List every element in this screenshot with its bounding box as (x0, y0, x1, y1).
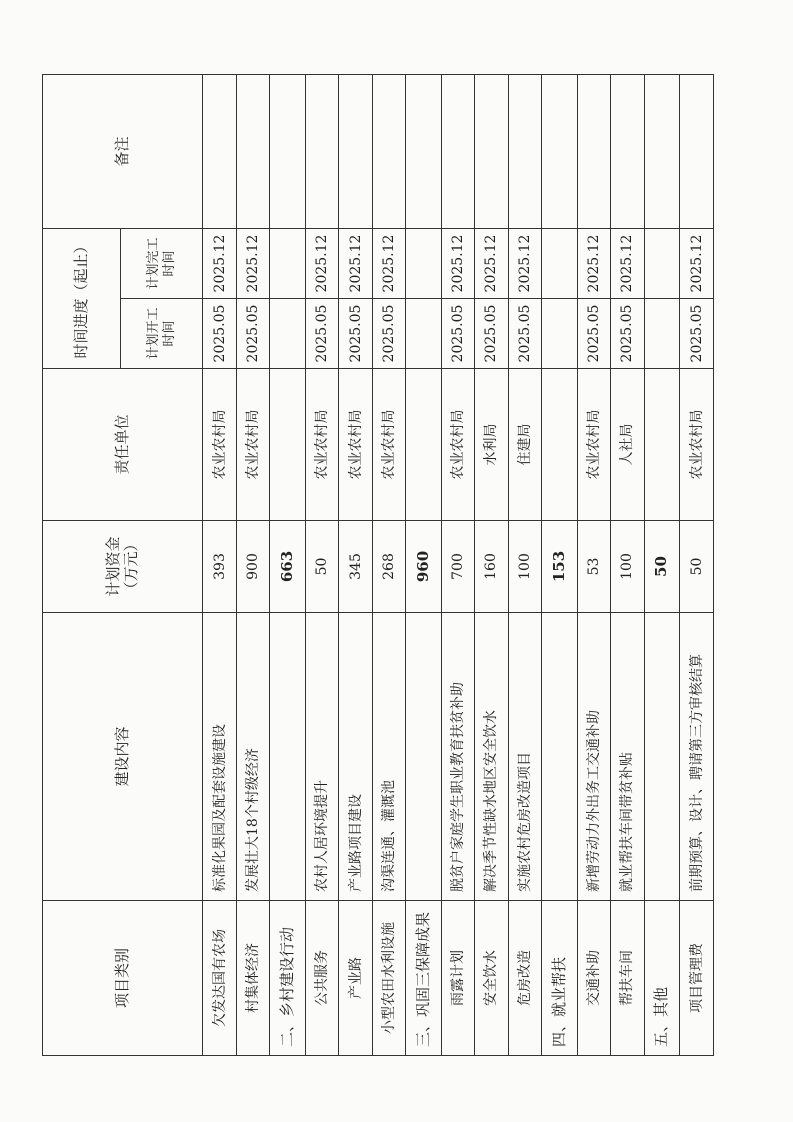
section-row (406, 74, 442, 1055)
header-row (43, 74, 121, 1055)
cell-unit: 住建局 (508, 369, 541, 521)
cell-unit: 农业农村局 (305, 369, 338, 521)
cell-unit (406, 369, 442, 521)
table-row (475, 74, 508, 1055)
cell-start: 2025.05 (475, 299, 508, 369)
cell-remarks (542, 74, 578, 228)
cell-funds: 53 (577, 521, 610, 613)
section-row (542, 74, 578, 1055)
table-row (680, 74, 714, 1055)
cell-content: 产业路项目建设 (339, 613, 372, 901)
header-funds: 计划资金（万元） (43, 521, 203, 613)
cell-start (542, 299, 578, 369)
table-body (203, 74, 714, 1055)
cell-start: 2025.05 (680, 299, 714, 369)
cell-funds: 100 (611, 521, 644, 613)
table-row (236, 74, 269, 1055)
cell-category: 危房改造 (508, 901, 541, 1056)
cell-content: 实施农村危房改造项目 (508, 613, 541, 901)
header-content: 建设内容 (43, 613, 203, 901)
cell-content (406, 613, 442, 901)
cell-start: 2025.05 (203, 299, 236, 369)
cell-category: 安全饮水 (475, 901, 508, 1056)
cell-funds: 900 (236, 521, 269, 613)
cell-funds: 345 (339, 521, 372, 613)
cell-remarks (644, 74, 680, 228)
header-schedule: 时间进度（起止） (43, 228, 121, 368)
cell-start (406, 299, 442, 369)
cell-funds: 100 (508, 521, 541, 613)
cell-end: 2025.12 (508, 228, 541, 298)
cell-end: 2025.12 (339, 228, 372, 298)
cell-category: 交通补助 (577, 901, 610, 1056)
cell-unit: 农业农村局 (339, 369, 372, 521)
cell-unit (542, 369, 578, 521)
cell-end: 2025.12 (305, 228, 338, 298)
cell-end (406, 228, 442, 298)
cell-category: 产业路 (339, 901, 372, 1056)
cell-content: 发展壮大18个村级经济 (236, 613, 269, 901)
cell-content: 脱贫户家庭学生职业教育扶贫补助 (441, 613, 474, 901)
project-plan-table (42, 74, 714, 1056)
table-row (372, 74, 405, 1055)
cell-end: 2025.12 (441, 228, 474, 298)
table-row (577, 74, 610, 1055)
cell-content: 沟渠连通、灌溉池 (372, 613, 405, 901)
cell-remarks (441, 74, 474, 228)
cell-remarks (339, 74, 372, 228)
cell-start: 2025.05 (339, 299, 372, 369)
cell-funds: 268 (372, 521, 405, 613)
cell-end: 2025.12 (372, 228, 405, 298)
cell-end: 2025.12 (680, 228, 714, 298)
cell-content (644, 613, 680, 901)
cell-category: 欠发达国有农场 (203, 901, 236, 1056)
rotated-page (42, 75, 714, 1056)
cell-category: 公共服务 (305, 901, 338, 1056)
cell-start: 2025.05 (441, 299, 474, 369)
cell-category: 小型农田水利设施 (372, 901, 405, 1056)
cell-end: 2025.12 (236, 228, 269, 298)
cell-start: 2025.05 (305, 299, 338, 369)
cell-unit: 农业农村局 (680, 369, 714, 521)
cell-content: 标准化果园及配套设施建设 (203, 613, 236, 901)
cell-end: 2025.12 (577, 228, 610, 298)
cell-funds: 50 (680, 521, 714, 613)
table-row (611, 74, 644, 1055)
cell-category: 雨露计划 (441, 901, 474, 1056)
table-row (508, 74, 541, 1055)
cell-end: 2025.12 (475, 228, 508, 298)
cell-start (644, 299, 680, 369)
header-remarks: 备注 (43, 74, 203, 228)
cell-funds: 700 (441, 521, 474, 613)
cell-start: 2025.05 (577, 299, 610, 369)
cell-remarks (577, 74, 610, 228)
cell-funds: 50 (644, 521, 680, 613)
cell-content: 前期预算、设计、聘请第三方审核结算 (680, 613, 714, 901)
cell-start: 2025.05 (236, 299, 269, 369)
cell-remarks (611, 74, 644, 228)
cell-start: 2025.05 (508, 299, 541, 369)
cell-unit: 农业农村局 (372, 369, 405, 521)
cell-funds: 393 (203, 521, 236, 613)
cell-end: 2025.12 (203, 228, 236, 298)
cell-funds: 960 (406, 521, 442, 613)
cell-remarks (475, 74, 508, 228)
cell-category: 二、乡村建设行动 (270, 901, 306, 1056)
table-row (441, 74, 474, 1055)
cell-unit: 水利局 (475, 369, 508, 521)
cell-category: 村集体经济 (236, 901, 269, 1056)
cell-category: 五、其他 (644, 901, 680, 1056)
table-row (203, 74, 236, 1055)
cell-funds: 160 (475, 521, 508, 613)
cell-category: 帮扶车间 (611, 901, 644, 1056)
cell-remarks (270, 74, 306, 228)
cell-remarks (236, 74, 269, 228)
cell-unit: 人社局 (611, 369, 644, 521)
cell-unit: 农业农村局 (577, 369, 610, 521)
cell-remarks (372, 74, 405, 228)
cell-content: 解决季节性缺水地区安全饮水 (475, 613, 508, 901)
cell-category: 三、巩固三保障成果 (406, 901, 442, 1056)
header-start: 计划开工时间 (121, 299, 203, 369)
cell-content (542, 613, 578, 901)
table-row (339, 74, 372, 1055)
cell-unit: 农业农村局 (236, 369, 269, 521)
cell-end (542, 228, 578, 298)
cell-category: 四、就业帮扶 (542, 901, 578, 1056)
cell-end (270, 228, 306, 298)
cell-remarks (406, 74, 442, 228)
cell-start: 2025.05 (372, 299, 405, 369)
header-category: 项目类别 (43, 901, 203, 1056)
cell-remarks (508, 74, 541, 228)
cell-end (644, 228, 680, 298)
section-row (644, 74, 680, 1055)
cell-unit: 农业农村局 (441, 369, 474, 521)
cell-category: 项目管理费 (680, 901, 714, 1056)
cell-unit (644, 369, 680, 521)
cell-funds: 153 (542, 521, 578, 613)
cell-funds: 50 (305, 521, 338, 613)
cell-remarks (203, 74, 236, 228)
cell-start (270, 299, 306, 369)
cell-remarks (305, 74, 338, 228)
cell-unit (270, 369, 306, 521)
cell-funds: 663 (270, 521, 306, 613)
cell-content: 农村人居环境提升 (305, 613, 338, 901)
cell-remarks (680, 74, 714, 228)
cell-content: 新增劳动力外出务工交通补助 (577, 613, 610, 901)
section-row (270, 74, 306, 1055)
cell-content (270, 613, 306, 901)
cell-unit: 农业农村局 (203, 369, 236, 521)
cell-content: 就业帮扶车间带贫补贴 (611, 613, 644, 901)
table-row (305, 74, 338, 1055)
cell-start: 2025.05 (611, 299, 644, 369)
cell-end: 2025.12 (611, 228, 644, 298)
header-unit: 责任单位 (43, 369, 203, 521)
header-end: 计划完工时间 (121, 228, 203, 298)
